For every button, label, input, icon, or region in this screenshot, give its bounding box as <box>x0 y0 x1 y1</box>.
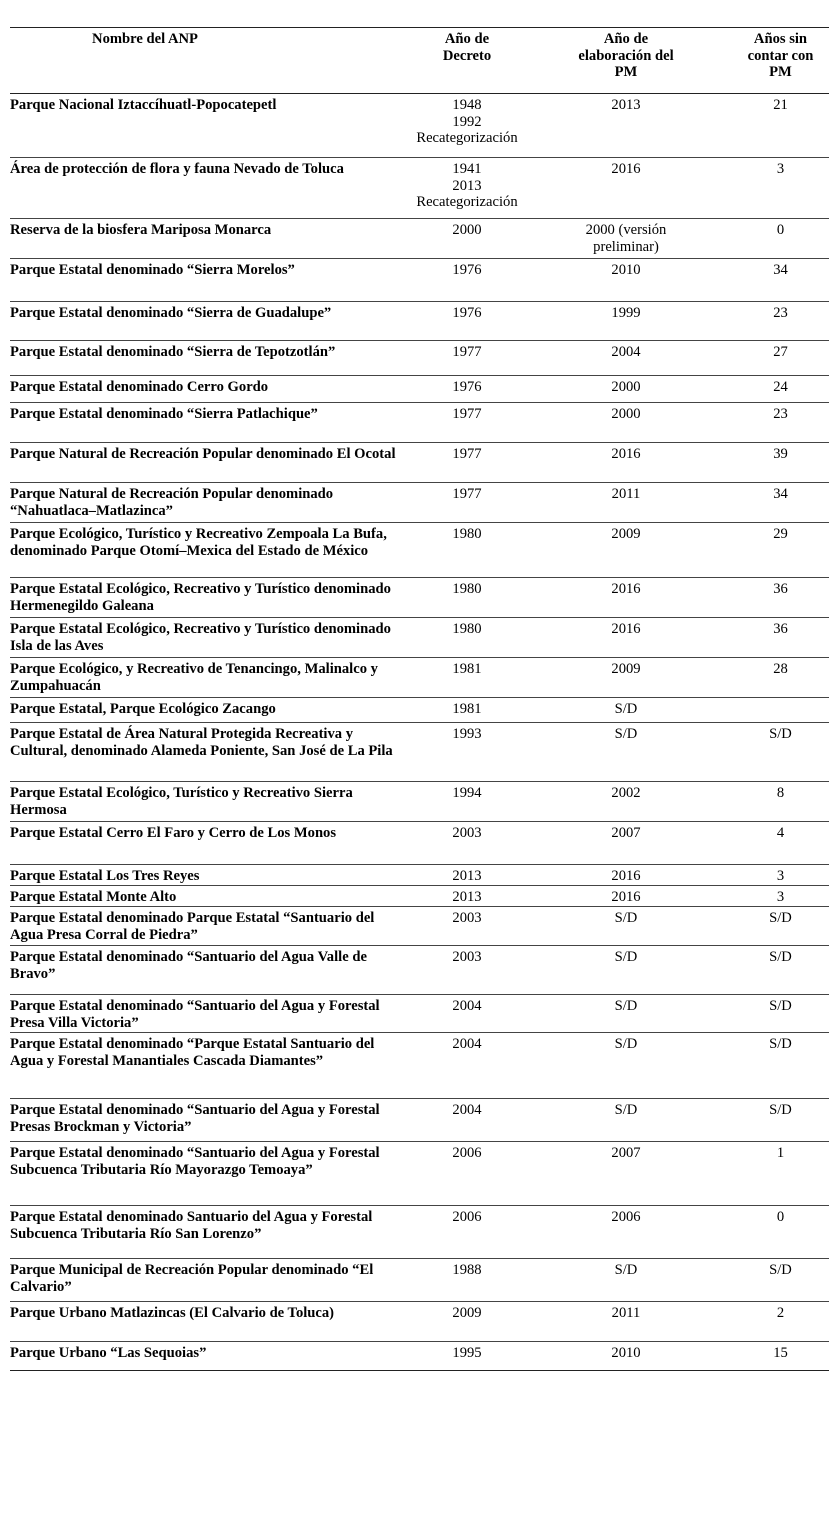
cell-decree-year: 1977 <box>452 446 482 462</box>
header-row <box>10 28 829 94</box>
table-row <box>10 886 829 907</box>
cell-name: Parque Estatal denominado “Sierra de Guadalupe” <box>10 305 332 321</box>
cell-pm-year: 2016 <box>611 621 641 637</box>
cell-name: Parque Estatal Monte Alto <box>10 889 177 905</box>
table-row <box>10 1033 829 1099</box>
cell-years-without-pm: 29 <box>773 526 788 542</box>
cell-name: Parque Estatal denominado “Sierra Patlachique” <box>10 406 318 422</box>
cell-name: Parque Estatal denominado “Santuario del Agua Valle de Bravo” <box>10 949 367 982</box>
table-row <box>10 578 829 618</box>
table-row <box>10 483 829 523</box>
cell-name: Parque Estatal Ecológico, Recreativo y Turístico denominado Hermenegildo Galeana <box>10 581 391 614</box>
cell-decree-year: 1976 <box>452 305 482 321</box>
table-row <box>10 1206 829 1259</box>
cell-decree-year: 2013 <box>452 868 482 884</box>
cell-pm-year: S/D <box>614 1036 638 1052</box>
cell-decree-year: 1977 <box>452 486 482 502</box>
cell-decree-year: 1994 <box>452 785 482 801</box>
table-row <box>10 443 829 483</box>
cell-years-without-pm: S/D <box>769 1262 792 1278</box>
cell-pm-year: 2016 <box>611 581 641 597</box>
cell-pm-year: 2000 <box>611 406 641 422</box>
cell-years-without-pm: 3 <box>776 868 785 884</box>
cell-decree-year: 1981 <box>452 701 482 717</box>
cell-name: Parque Estatal denominado “Sierra Morelos” <box>10 262 295 278</box>
cell-pm-year: 2009 <box>611 661 641 677</box>
cell-years-without-pm: S/D <box>769 998 792 1014</box>
cell-pm-year: S/D <box>614 998 638 1014</box>
cell-decree-year: 1981 <box>452 661 482 677</box>
anp-table-document <box>10 27 829 1371</box>
cell-name: Reserva de la biosfera Mariposa Monarca <box>10 222 272 238</box>
cell-years-without-pm: 23 <box>773 305 788 321</box>
cell-years-without-pm: S/D <box>769 949 792 965</box>
cell-years-without-pm: 36 <box>773 581 788 597</box>
table-header <box>10 28 829 94</box>
table-row <box>10 946 829 995</box>
cell-pm-year: S/D <box>614 910 638 926</box>
cell-decree-year: 2000 <box>452 222 482 238</box>
cell-pm-year: 2016 <box>611 889 641 905</box>
cell-years-without-pm: 39 <box>773 446 788 462</box>
table-body <box>10 94 829 1371</box>
table-row <box>10 302 829 341</box>
cell-name: Parque Estatal denominado “Sierra de Tepotzotlán” <box>10 344 336 360</box>
cell-name: Parque Estatal Los Tres Reyes <box>10 868 200 884</box>
cell-pm-year: S/D <box>614 949 638 965</box>
cell-pm-year: S/D <box>614 701 638 717</box>
cell-name: Parque Estatal denominado Cerro Gordo <box>10 379 269 395</box>
cell-pm-year: 2013 <box>611 97 641 113</box>
cell-decree-year: 1993 <box>452 726 482 742</box>
cell-years-without-pm: 28 <box>773 661 788 677</box>
cell-years-without-pm: 34 <box>773 486 788 502</box>
cell-pm-year: 2016 <box>611 446 641 462</box>
cell-years-without-pm: 23 <box>773 406 788 422</box>
cell-name: Parque Estatal Ecológico, Turístico y Recreativo Sierra Hermosa <box>10 785 353 818</box>
cell-decree-year: 1941 2013 Recategorización <box>416 161 518 210</box>
cell-name: Parque Urbano “Las Sequoias” <box>10 1345 207 1361</box>
cell-pm-year: 2009 <box>611 526 641 542</box>
cell-pm-year: 2007 <box>611 1145 641 1161</box>
table-row <box>10 1142 829 1206</box>
cell-name: Parque Estatal denominado Parque Estatal “Santuario del Agua Presa Corral de Piedra” <box>10 910 375 943</box>
cell-name: Parque Estatal denominado “Santuario del Agua y Forestal Presa Villa Victoria” <box>10 998 380 1031</box>
cell-name: Parque Natural de Recreación Popular denominado El Ocotal <box>10 446 396 462</box>
table-row <box>10 658 829 698</box>
cell-name: Parque Estatal denominado “Parque Estatal Santuario del Agua y Forestal Manantiales Cascada Diamantes” <box>10 1036 375 1069</box>
table-row <box>10 341 829 376</box>
cell-years-without-pm: 0 <box>776 222 785 238</box>
cell-decree-year: 2006 <box>452 1145 482 1161</box>
cell-years-without-pm: 27 <box>773 344 788 360</box>
cell-years-without-pm: 8 <box>776 785 785 801</box>
table-row <box>10 1099 829 1142</box>
cell-name: Parque Ecológico, y Recreativo de Tenancingo, Malinalco y Zumpahuacán <box>10 661 378 694</box>
table-row <box>10 1259 829 1302</box>
header-pm-year: Año de elaboración del PM <box>578 31 674 80</box>
cell-decree-year: 2009 <box>452 1305 482 1321</box>
cell-name: Parque Natural de Recreación Popular denominado “Nahuatlaca–Matlazinca” <box>10 486 334 519</box>
cell-pm-year: 1999 <box>611 305 641 321</box>
table-row <box>10 523 829 578</box>
cell-years-without-pm: 3 <box>776 889 785 905</box>
cell-years-without-pm: 21 <box>773 97 788 113</box>
cell-decree-year: 1976 <box>452 262 482 278</box>
cell-decree-year: 2006 <box>452 1209 482 1225</box>
cell-years-without-pm: 24 <box>773 379 788 395</box>
cell-years-without-pm: 2 <box>776 1305 785 1321</box>
cell-pm-year: 2006 <box>611 1209 641 1225</box>
cell-decree-year: 2003 <box>452 910 482 926</box>
cell-decree-year: 2004 <box>452 998 482 1014</box>
cell-name: Parque Nacional Iztaccíhuatl-Popocatepetl <box>10 97 277 113</box>
cell-pm-year: 2004 <box>611 344 641 360</box>
cell-decree-year: 2003 <box>452 825 482 841</box>
cell-pm-year: S/D <box>614 1102 638 1118</box>
header-name: Nombre del ANP <box>92 31 198 47</box>
cell-name: Parque Estatal Ecológico, Recreativo y Turístico denominado Isla de las Aves <box>10 621 391 654</box>
table-row <box>10 403 829 443</box>
cell-pm-year: 2000 <box>611 379 641 395</box>
table-row <box>10 158 829 219</box>
cell-years-without-pm: 3 <box>776 161 785 177</box>
cell-years-without-pm: 34 <box>773 262 788 278</box>
cell-pm-year: 2010 <box>611 1345 641 1361</box>
cell-decree-year: 1976 <box>452 379 482 395</box>
cell-years-without-pm: 36 <box>773 621 788 637</box>
cell-pm-year: 2007 <box>611 825 641 841</box>
cell-pm-year: 2016 <box>611 868 641 884</box>
cell-name: Parque Estatal Cerro El Faro y Cerro de Los Monos <box>10 825 337 841</box>
cell-years-without-pm: 0 <box>776 1209 785 1225</box>
cell-pm-year: 2011 <box>611 1305 641 1321</box>
cell-name: Parque Estatal denominado Santuario del Agua y Forestal Subcuenca Tributaria Río San Lorenzo” <box>10 1209 373 1242</box>
cell-decree-year: 1977 <box>452 344 482 360</box>
cell-pm-year: 2011 <box>611 486 641 502</box>
cell-name: Parque Estatal denominado “Santuario del Agua y Forestal Presas Brockman y Victoria” <box>10 1102 380 1135</box>
cell-decree-year: 1948 1992 Recategorización <box>416 97 518 146</box>
cell-pm-year: S/D <box>614 726 638 742</box>
cell-decree-year: 2003 <box>452 949 482 965</box>
table-row <box>10 723 829 782</box>
cell-pm-year: 2002 <box>611 785 641 801</box>
cell-decree-year: 1980 <box>452 581 482 597</box>
cell-years-without-pm: 1 <box>776 1145 785 1161</box>
table-row <box>10 1302 829 1342</box>
cell-years-without-pm: S/D <box>769 1036 792 1052</box>
cell-decree-year: 2004 <box>452 1036 482 1052</box>
table-row <box>10 822 829 865</box>
table-row <box>10 865 829 886</box>
table-row <box>10 94 829 158</box>
cell-years-without-pm: S/D <box>769 1102 792 1118</box>
cell-pm-year: 2016 <box>611 161 641 177</box>
header-decree: Año de Decreto <box>442 31 492 64</box>
cell-name: Parque Municipal de Recreación Popular denominado “El Calvario” <box>10 1262 374 1295</box>
cell-name: Parque Estatal denominado “Santuario del Agua y Forestal Subcuenca Tributaria Río Mayorazgo Temoaya” <box>10 1145 380 1178</box>
cell-decree-year: 1980 <box>452 526 482 542</box>
table-row <box>10 259 829 302</box>
cell-name: Área de protección de flora y fauna Nevado de Toluca <box>10 161 344 177</box>
table-row <box>10 219 829 259</box>
cell-name: Parque Estatal de Área Natural Protegida Recreativa y Cultural, denominado Alameda Poniente, San José de La Pila <box>10 726 393 759</box>
cell-decree-year: 1977 <box>452 406 482 422</box>
cell-decree-year: 1980 <box>452 621 482 637</box>
cell-pm-year: 2000 (versión preliminar) <box>585 222 667 255</box>
cell-years-without-pm: S/D <box>769 726 792 742</box>
anp-table <box>10 27 829 1371</box>
cell-name: Parque Urbano Matlazincas (El Calvario de Toluca) <box>10 1305 335 1321</box>
table-row <box>10 1342 829 1371</box>
cell-name: Parque Estatal, Parque Ecológico Zacango <box>10 701 276 717</box>
table-row <box>10 995 829 1033</box>
table-row <box>10 698 829 723</box>
cell-pm-year: 2010 <box>611 262 641 278</box>
cell-decree-year: 2013 <box>452 889 482 905</box>
cell-pm-year: S/D <box>614 1262 638 1278</box>
cell-years-without-pm: 15 <box>773 1345 788 1361</box>
cell-years-without-pm: 4 <box>776 825 785 841</box>
header-years-without-pm: Años sin contar con PM <box>747 31 814 80</box>
table-row <box>10 618 829 658</box>
cell-name: Parque Ecológico, Turístico y Recreativo Zempoala La Bufa, denominado Parque Otomí–Mexica del Estado de México <box>10 526 387 559</box>
cell-years-without-pm <box>716 698 829 723</box>
cell-decree-year: 2004 <box>452 1102 482 1118</box>
cell-years-without-pm: S/D <box>769 910 792 926</box>
cell-decree-year: 1995 <box>452 1345 482 1361</box>
table-row <box>10 376 829 403</box>
table-row <box>10 907 829 946</box>
cell-decree-year: 1988 <box>452 1262 482 1278</box>
table-row <box>10 782 829 822</box>
